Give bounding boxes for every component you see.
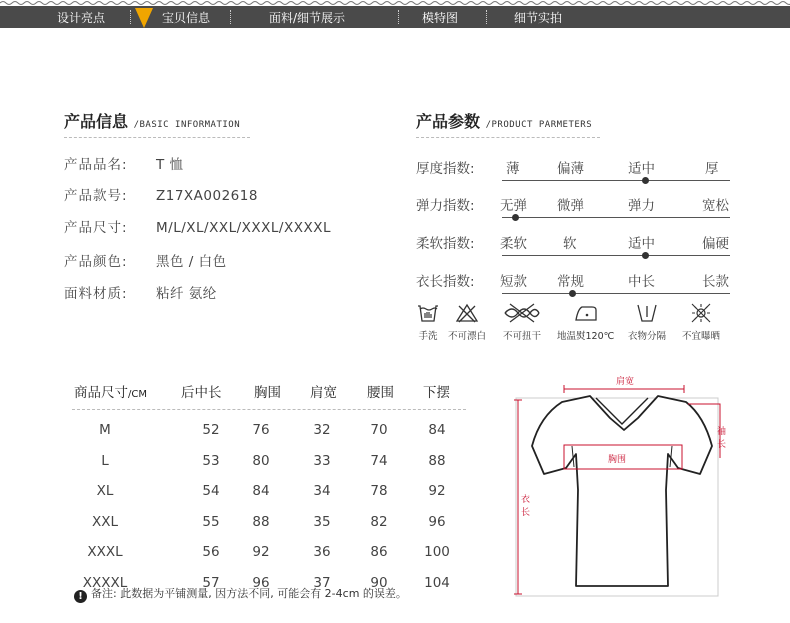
size-value-cell: 52 — [202, 422, 220, 438]
sleeve-label-1: 袖 — [717, 427, 727, 437]
care-label: 不可漂白 — [448, 331, 487, 342]
table-divider — [72, 409, 466, 410]
info-row-sizes — [64, 216, 331, 236]
param-row — [416, 157, 726, 183]
param-option: 偏薄 — [557, 161, 584, 177]
param-scale-line — [502, 217, 730, 218]
size-col-header: 下摆 — [423, 385, 450, 401]
shoulder-label: 肩宽 — [616, 377, 635, 387]
info-row-name — [64, 153, 184, 173]
care-item-no-sun-dry — [682, 302, 720, 342]
product-info-title — [64, 109, 240, 132]
tab-divider — [130, 10, 131, 24]
top-nav-bar — [0, 0, 790, 28]
no-sun-dry-icon — [689, 302, 713, 324]
care-label: 不可扭干 — [502, 331, 541, 342]
care-label: 手洗 — [418, 331, 438, 342]
tab-detail-photos[interactable]: 细节实拍 — [514, 11, 563, 25]
size-value-cell: 92 — [428, 483, 446, 499]
size-value-cell: 86 — [370, 544, 388, 560]
care-item-no-bleach — [448, 302, 486, 342]
size-value-cell: 96 — [428, 513, 446, 530]
size-table-header-label — [74, 381, 147, 401]
active-tab-marker — [135, 8, 153, 28]
size-value-cell: 56 — [202, 544, 220, 560]
size-value-cell: 100 — [424, 544, 450, 560]
size-label: M — [99, 422, 111, 438]
param-option: 短款 — [500, 274, 527, 290]
size-col-header: 肩宽 — [310, 385, 337, 401]
size-label: XXXL — [87, 544, 123, 560]
product-params-title — [416, 109, 592, 132]
size-value-cell: 57 — [202, 574, 220, 591]
tab-divider — [230, 10, 231, 24]
size-label: XXL — [91, 513, 119, 530]
param-selected-marker — [642, 177, 649, 184]
low-iron-icon — [572, 302, 600, 324]
info-value: Z17XA002618 — [156, 188, 258, 204]
size-value-cell: 74 — [370, 452, 388, 469]
care-item-hand-wash — [416, 302, 440, 342]
size-value-cell: 70 — [370, 422, 388, 438]
product-params-title-cn: 产品参数 — [416, 112, 481, 131]
size-header-text: 商品尺寸 — [74, 385, 128, 401]
size-value-cell: 104 — [424, 574, 450, 591]
care-label: 地温熨120℃ — [557, 331, 615, 342]
size-value-cell: 84 — [428, 422, 446, 438]
size-col-header: 胸围 — [254, 385, 281, 401]
size-value-cell: 90 — [370, 574, 388, 591]
param-scale-line — [502, 180, 730, 181]
size-value-cell: 36 — [313, 544, 331, 560]
size-value-cell: 88 — [252, 513, 270, 530]
param-label: 厚度指数: — [416, 161, 475, 177]
size-label: XL — [96, 483, 114, 499]
tab-design-highlights[interactable]: 设计亮点 — [57, 11, 106, 25]
param-option: 柔软 — [500, 236, 527, 252]
size-value-cell: 80 — [252, 452, 270, 469]
size-value-cell: 92 — [252, 544, 270, 560]
care-item-low-iron — [557, 302, 614, 342]
size-value-cell: 84 — [252, 483, 270, 499]
no-wring-icon — [502, 302, 542, 324]
size-value-cell: 76 — [252, 422, 270, 438]
chest-label: 胸围 — [608, 455, 627, 465]
info-row-colors — [64, 250, 227, 270]
divider — [64, 137, 250, 138]
info-value: 黑色 / 白色 — [156, 254, 227, 270]
size-label: L — [101, 452, 109, 469]
param-option: 弹力 — [628, 198, 655, 214]
tab-product-info[interactable]: 宝贝信息 — [162, 11, 211, 25]
divider — [416, 137, 600, 138]
size-value-cell: 53 — [202, 452, 220, 469]
info-label: 产品颜色: — [64, 254, 128, 270]
wash-separately-icon — [635, 302, 659, 324]
param-option: 长款 — [702, 274, 729, 290]
param-row — [416, 194, 729, 220]
param-option: 厚 — [705, 161, 719, 177]
param-label: 柔软指数: — [416, 236, 475, 252]
size-col-header: 腰围 — [367, 385, 394, 401]
sleeve-label-2: 长 — [717, 440, 727, 450]
info-row-style-no — [64, 184, 258, 204]
param-option: 常规 — [557, 274, 584, 290]
param-label: 弹力指数: — [416, 198, 475, 214]
param-scale-line — [502, 293, 730, 294]
length-label-1: 衣 — [521, 495, 531, 505]
tab-fabric-details[interactable]: 面料/细节展示 — [269, 11, 346, 25]
size-value-cell: 33 — [313, 452, 331, 469]
info-label: 面料材质: — [64, 286, 128, 302]
product-info-title-cn: 产品信息 — [64, 112, 129, 131]
param-option: 软 — [563, 236, 577, 252]
tab-divider — [486, 10, 487, 24]
param-selected-marker — [642, 252, 649, 259]
param-selected-marker — [569, 290, 576, 297]
info-value: M/L/XL/XXL/XXXL/XXXXL — [156, 220, 331, 236]
param-option: 偏硬 — [702, 236, 729, 252]
tshirt-measure-diagram — [512, 372, 734, 602]
info-value: 粘纤 氨纶 — [156, 286, 217, 302]
care-label: 衣物分隔 — [628, 331, 667, 342]
param-selected-marker — [512, 214, 519, 221]
param-label: 衣长指数: — [416, 274, 475, 290]
info-label: 产品品名: — [64, 157, 128, 173]
care-item-no-wring — [502, 302, 542, 342]
care-item-wash-separately — [628, 302, 666, 342]
param-option: 无弹 — [500, 198, 527, 214]
size-value-cell: 78 — [370, 483, 388, 499]
size-value-cell: 82 — [370, 513, 388, 530]
size-value-cell: 54 — [202, 483, 220, 499]
param-option: 微弹 — [557, 198, 584, 214]
size-label: XXXXL — [82, 574, 128, 591]
param-option: 适中 — [628, 236, 655, 252]
size-value-cell: 88 — [428, 452, 446, 469]
length-label-2: 长 — [521, 508, 531, 518]
size-col-header: 后中长 — [181, 385, 222, 401]
warning-icon: ! — [74, 590, 87, 603]
param-option: 适中 — [628, 161, 655, 177]
size-value-cell: 96 — [252, 574, 270, 591]
no-bleach-icon — [455, 302, 479, 324]
param-option: 薄 — [506, 161, 520, 177]
size-value-cell: 32 — [313, 422, 331, 438]
param-row — [416, 270, 729, 296]
info-label: 产品款号: — [64, 188, 128, 204]
wave-border — [0, 0, 790, 6]
tab-divider — [398, 10, 399, 24]
info-label: 产品尺寸: — [64, 220, 128, 236]
param-scale-line — [502, 255, 730, 256]
size-header-unit: /CM — [128, 389, 147, 400]
info-value: T 恤 — [156, 157, 184, 173]
param-option: 宽松 — [702, 198, 729, 214]
product-params-title-en: /PRODUCT PARMETERS — [485, 120, 593, 130]
info-row-material — [64, 282, 217, 302]
note-text: 备注: 此数据为平铺测量, 因方法不同, 可能会有 2-4cm 的误差。 — [91, 587, 407, 600]
size-value-cell: 55 — [202, 513, 220, 530]
product-info-title-en: /BASIC INFORMATION — [133, 120, 241, 130]
size-value-cell: 37 — [313, 574, 331, 591]
care-label: 不宜曝晒 — [682, 331, 721, 342]
param-option: 中长 — [628, 274, 655, 290]
size-value-cell: 35 — [313, 513, 331, 530]
measurement-note — [74, 585, 407, 603]
param-row — [416, 232, 729, 258]
tab-model-photos[interactable]: 模特图 — [422, 11, 459, 25]
size-value-cell: 34 — [313, 483, 331, 499]
hand-wash-icon — [416, 302, 440, 324]
